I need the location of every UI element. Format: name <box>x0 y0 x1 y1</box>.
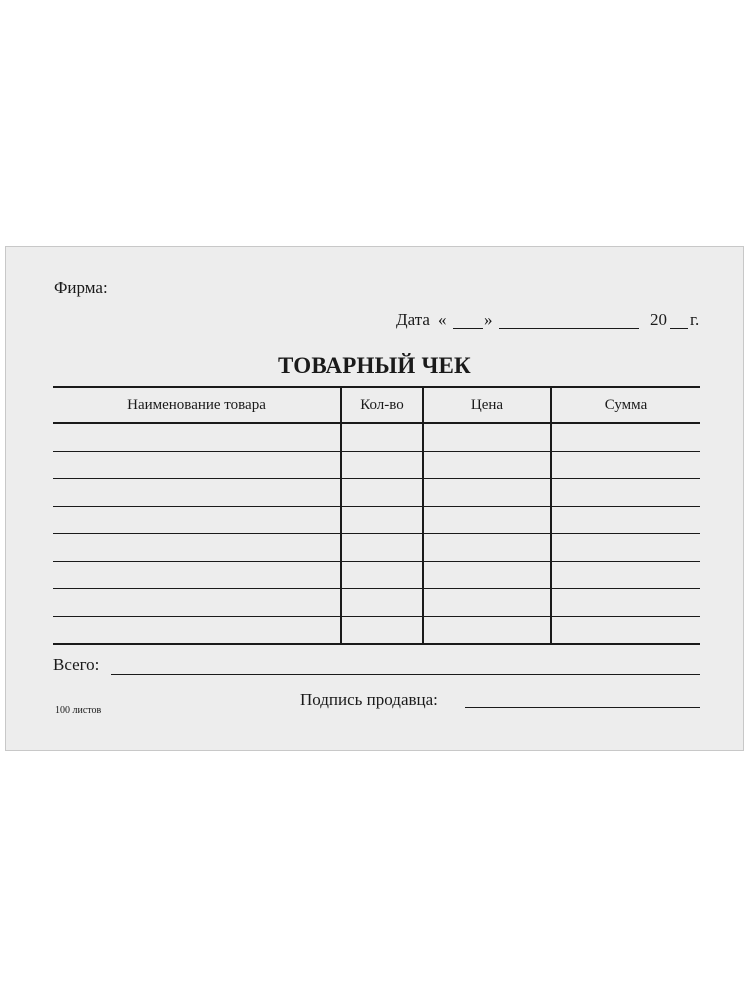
firm-label: Фирма: <box>54 278 108 297</box>
date-quote-close: » <box>484 310 493 329</box>
sum-cell[interactable] <box>551 506 700 534</box>
item-name-cell[interactable] <box>53 451 341 479</box>
sheets-count-note: 100 листов <box>55 705 102 716</box>
item-name-cell[interactable] <box>53 589 341 617</box>
table-header-row <box>53 387 700 423</box>
item-name-cell[interactable] <box>53 506 341 534</box>
table-row <box>53 451 700 479</box>
header-quantity: Кол-во <box>341 387 423 423</box>
quantity-cell[interactable] <box>341 506 423 534</box>
date-label: Дата <box>396 310 430 329</box>
sum-cell[interactable] <box>551 479 700 507</box>
sum-cell[interactable] <box>551 423 700 451</box>
price-cell[interactable] <box>423 589 551 617</box>
item-name-cell[interactable] <box>53 423 341 451</box>
quantity-cell[interactable] <box>341 561 423 589</box>
document-title: ТОВАРНЫЙ ЧЕК <box>278 353 471 378</box>
items-table <box>53 386 700 645</box>
price-cell[interactable] <box>423 506 551 534</box>
day-blank[interactable] <box>453 328 483 329</box>
year-prefix: 20 <box>650 310 667 329</box>
price-cell[interactable] <box>423 616 551 644</box>
quantity-cell[interactable] <box>341 451 423 479</box>
year-blank[interactable] <box>670 328 688 329</box>
price-cell[interactable] <box>423 451 551 479</box>
table-row <box>53 561 700 589</box>
table-row <box>53 534 700 562</box>
sum-cell[interactable] <box>551 616 700 644</box>
header-sum: Сумма <box>551 387 700 423</box>
price-cell[interactable] <box>423 479 551 507</box>
sum-cell[interactable] <box>551 451 700 479</box>
sum-cell[interactable] <box>551 561 700 589</box>
header-price: Цена <box>423 387 551 423</box>
signature-label: Подпись продавца: <box>300 690 438 709</box>
item-name-cell[interactable] <box>53 534 341 562</box>
table-row <box>53 423 700 451</box>
sum-cell[interactable] <box>551 534 700 562</box>
signature-blank[interactable] <box>465 707 700 708</box>
sum-cell[interactable] <box>551 589 700 617</box>
year-suffix: г. <box>690 310 700 329</box>
receipt-form <box>5 246 744 751</box>
quantity-cell[interactable] <box>341 616 423 644</box>
item-name-cell[interactable] <box>53 479 341 507</box>
total-blank[interactable] <box>111 674 700 675</box>
header-item-name: Наименование товара <box>53 387 341 423</box>
date-quote-open: « <box>438 310 447 329</box>
price-cell[interactable] <box>423 423 551 451</box>
table-row <box>53 589 700 617</box>
item-name-cell[interactable] <box>53 616 341 644</box>
price-cell[interactable] <box>423 561 551 589</box>
table-row <box>53 506 700 534</box>
table-row <box>53 479 700 507</box>
quantity-cell[interactable] <box>341 423 423 451</box>
total-label: Всего: <box>53 655 100 674</box>
date-line <box>396 310 702 332</box>
price-cell[interactable] <box>423 534 551 562</box>
quantity-cell[interactable] <box>341 589 423 617</box>
table-row <box>53 616 700 644</box>
month-blank[interactable] <box>499 328 639 329</box>
quantity-cell[interactable] <box>341 534 423 562</box>
item-name-cell[interactable] <box>53 561 341 589</box>
quantity-cell[interactable] <box>341 479 423 507</box>
